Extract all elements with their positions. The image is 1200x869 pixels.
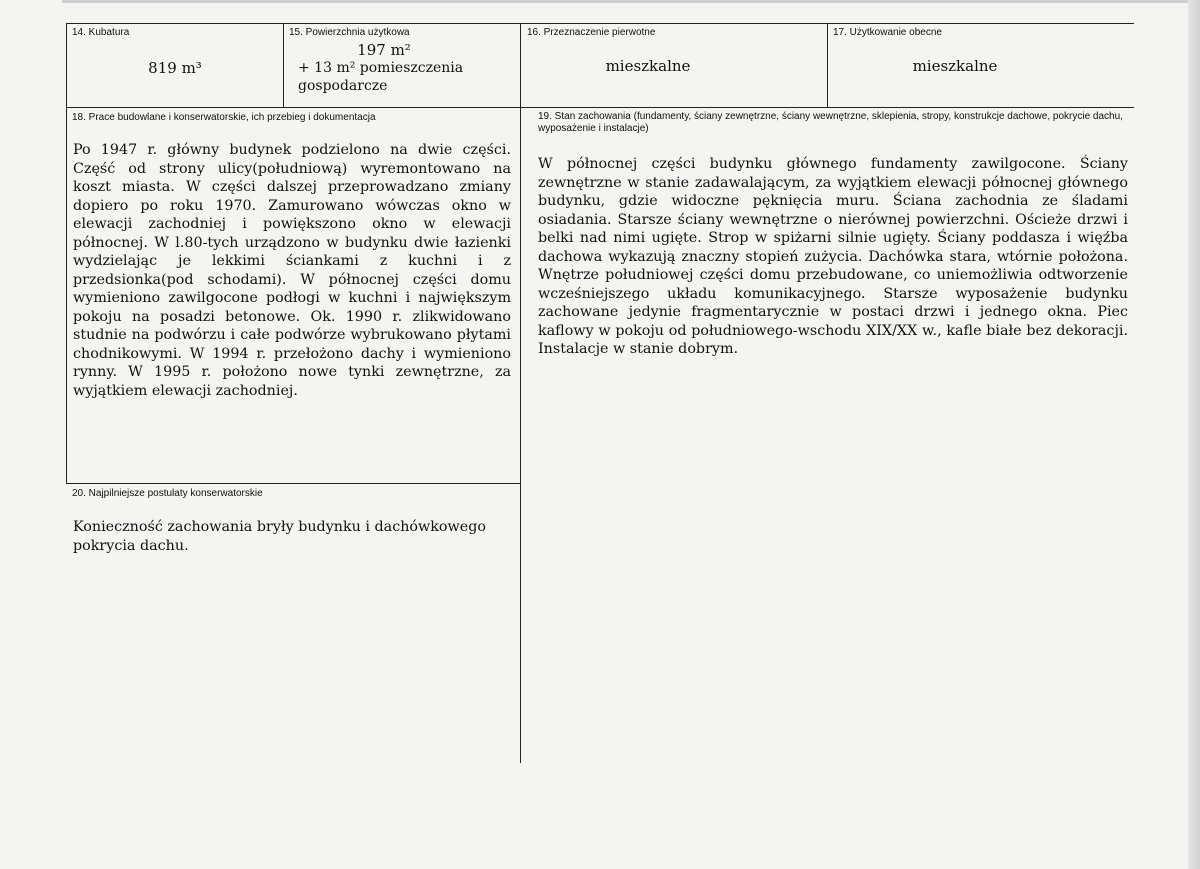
row-divider-mid: [66, 107, 1134, 108]
prace-label: 18. Prace budowlane i konserwatorskie, ich przebieg i dokumentacja: [72, 112, 376, 123]
scan-edge: [1188, 0, 1200, 869]
przeznaczenie-value: mieszkalne: [605, 57, 691, 75]
prace-text: Po 1947 r. główny budynek podzielono na dwie części. Część od strony ulicy(południową) wyremontowano na koszt miasta. W części dalszej przeprowadzano zmiany dopiero po roku 1970. Zamurowano wówczas okno w elewacji zachodniej i powiększono okno w elewacji północnej. W l.80-tych urządzono w budynku dwie łazienki wydzielając je lekkimi ściankami z kuchni i z przedsionka(pod schodami). W północnej części domu wymieniono zawilgocone podłogi w kuchni i największym pokoju na posadzi betonowe. Ok. 1990 r. zlikwidowano studnie na podwórzu i całe podwórze wybrukowano płytami chodnikowymi. W 1994 r. przełożono dachy i wymieniono rynny. W 1995 r. położono nowe tynki zewnętrzne, za wyjątkiem elewacji zachodniej.: [73, 142, 511, 399]
uzytkowanie-label: 17. Użytkowanie obecne: [833, 27, 942, 38]
stan-label: 19. Stan zachowania (fundamenty, ściany zewnętrzne, ściany wewnętrzne, sklepienia, stropy, konstrukcje dachowe, pokrycie dachu, wyposażenie i instalacje): [538, 111, 1123, 134]
powierzchnia-label: 15. Powierzchnia użytkowa: [289, 27, 410, 38]
postulaty-text: Konieczność zachowania bryły budynku i dachówkowego pokrycia dachu.: [73, 519, 486, 554]
col-divider-3: [520, 23, 521, 763]
kubatura-label: 14. Kubatura: [72, 27, 130, 38]
top-edge: [62, 0, 1198, 3]
powierzchnia-extra-2: gospodarcze: [298, 78, 388, 94]
col-divider-1: [66, 23, 67, 483]
przeznaczenie-label: 16. Przeznaczenie pierwotne: [527, 27, 656, 38]
stan-text: W północnej części budynku głównego fundamenty zawilgocone. Ściany zewnętrzne w stanie zadawalającym, za wyjątkiem elewacji północnej głównego budynku, gdzie widoczne pęknięcia muru. Ściana zachodnia ze śladami osiadania. Starsze ściany wewnętrzne o nierównej powierzchni. Ościeże drzwi i belki nad nimi ugięte. Strop w spiżarni silnie ugięty. Ściany poddasza i więźba dachowa wykazują znaczny stopień zużycia. Dachówka stara, wtórnie położona. Wnętrze południowej części domu przebudowane, co uniemożliwia odtworzenie wcześniejszego układu komunikacyjnego. Starsze wyposażenie budynku zachowane jedynie fragmentarycznie w postaci drzwi i jednego okna. Piec kaflowy w pokoju od południowego-wschodu XIX/XX w., kafle białe bez dekoracji. Instalacje w stanie dobrym.: [538, 156, 1128, 357]
powierzchnia-value: 197 m²: [357, 41, 411, 59]
kubatura-value: 819 m³: [148, 59, 202, 77]
powierzchnia-extra: + 13 m² pomieszczenia: [298, 60, 464, 76]
col-divider-2: [283, 23, 284, 107]
postulaty-label: 20. Najpilniejsze postulaty konserwatorskie: [72, 488, 263, 499]
row-divider-left-lower: [66, 483, 521, 484]
uzytkowanie-value: mieszkalne: [912, 57, 998, 75]
row-divider-top: [66, 23, 1134, 24]
